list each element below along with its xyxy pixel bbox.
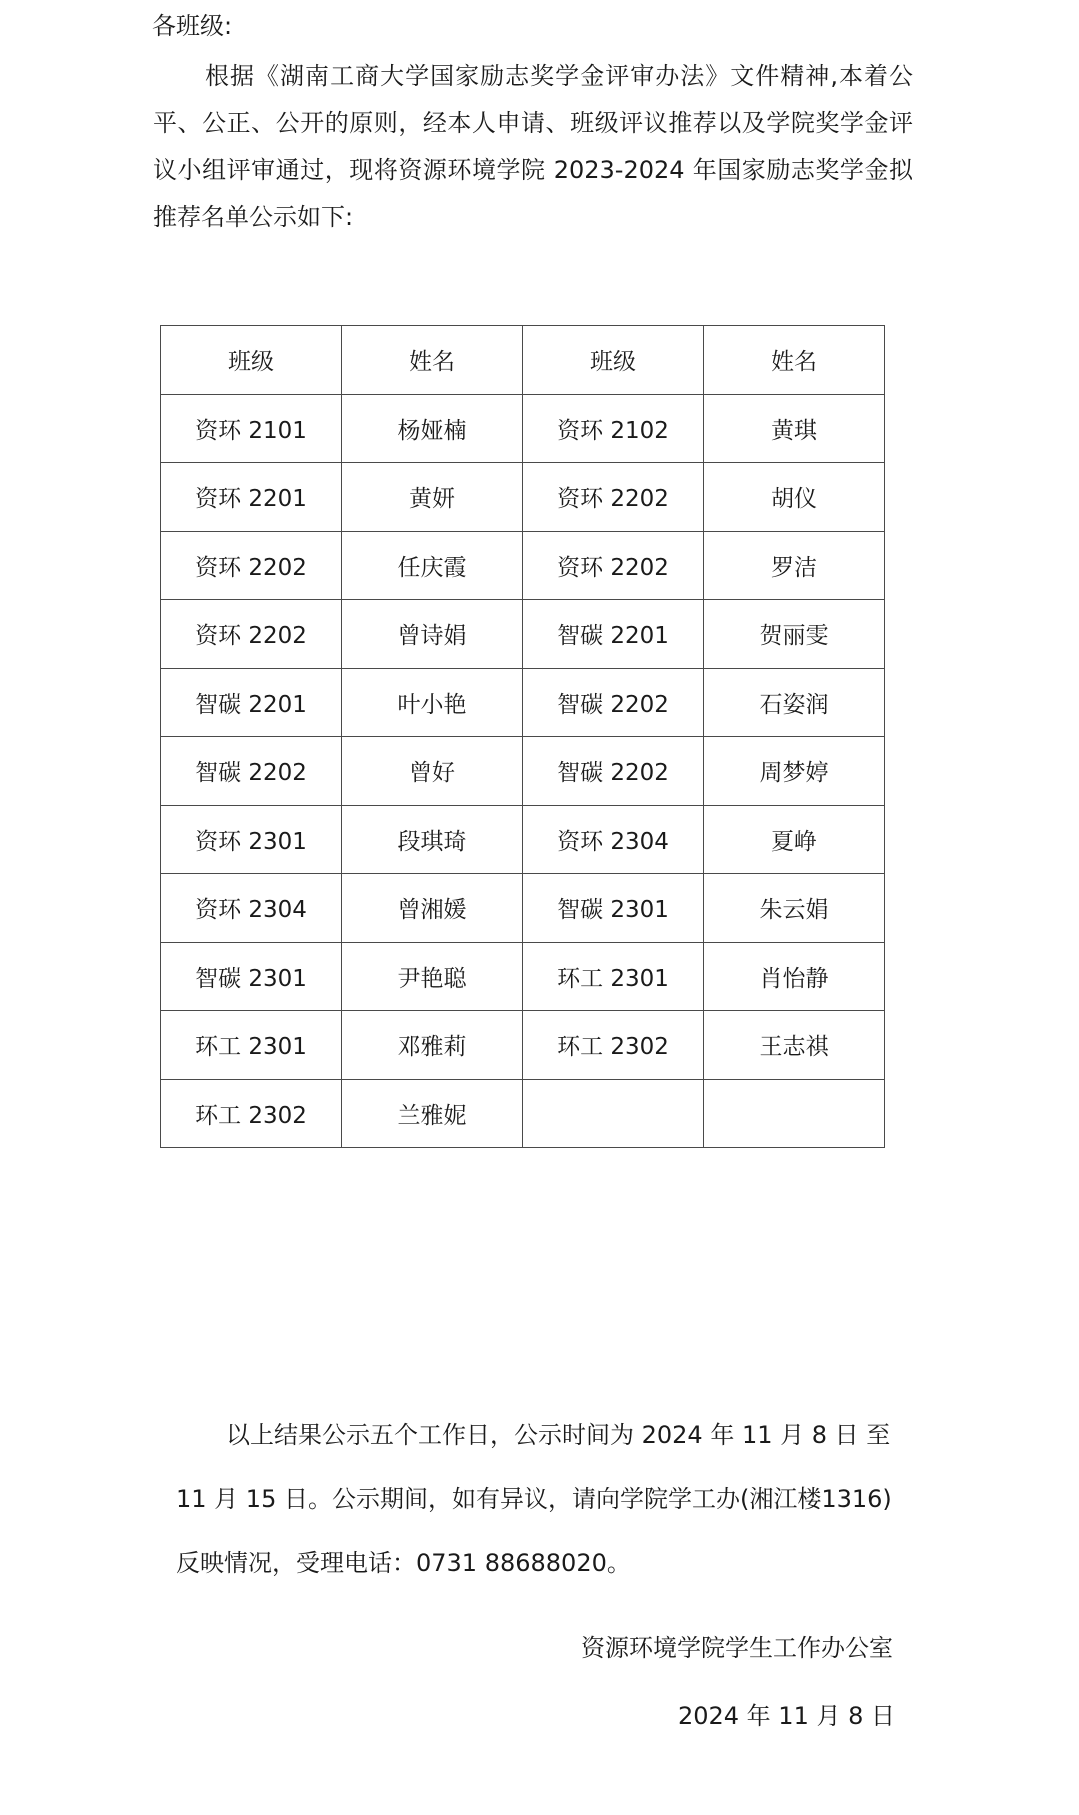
header-class-2: 班级 (523, 326, 704, 395)
name-cell: 夏峥 (704, 805, 885, 874)
class-cell: 资环 2304 (523, 805, 704, 874)
class-cell: 环工 2301 (523, 942, 704, 1011)
table-row (161, 531, 885, 600)
greeting-line: 各班级: (152, 12, 233, 40)
table-row (161, 1011, 885, 1080)
name-cell: 叶小艳 (342, 668, 523, 737)
class-cell: 环工 2302 (523, 1011, 704, 1080)
header-name-1: 姓名 (342, 326, 523, 395)
intro-paragraph: 根据《湖南工商大学国家励志奖学金评审办法》文件精神,本着公平、公正、公开的原则，经本人申请、班级评议推荐以及学院奖学金评议小组评审通过，现将资源环境学院 2023-2024 年国家励志奖学金拟推荐名单公示如下: (153, 62, 913, 231)
table-row (161, 942, 885, 1011)
name-cell: 贺丽雯 (704, 600, 885, 669)
empty-cell (523, 1079, 704, 1148)
name-cell: 段琪琦 (342, 805, 523, 874)
class-cell: 环工 2302 (161, 1079, 342, 1148)
empty-cell (704, 1079, 885, 1148)
name-cell: 任庆霞 (342, 531, 523, 600)
table-row (161, 600, 885, 669)
name-cell: 黄妍 (342, 463, 523, 532)
class-cell: 资环 2202 (161, 531, 342, 600)
name-cell: 曾诗娟 (342, 600, 523, 669)
table-row (161, 463, 885, 532)
notice-line-3: 反映情况，受理电话：0731 88688020。 (176, 1549, 631, 1577)
class-cell: 资环 2202 (161, 600, 342, 669)
table-row (161, 394, 885, 463)
name-cell: 曾湘媛 (342, 874, 523, 943)
class-cell: 智碳 2201 (523, 600, 704, 669)
name-cell: 肖怡静 (704, 942, 885, 1011)
name-cell: 罗洁 (704, 531, 885, 600)
name-cell: 兰雅妮 (342, 1079, 523, 1148)
class-cell: 智碳 2202 (523, 668, 704, 737)
class-cell: 智碳 2202 (161, 737, 342, 806)
class-cell: 资环 2202 (523, 463, 704, 532)
class-cell: 资环 2202 (523, 531, 704, 600)
name-cell: 胡仪 (704, 463, 885, 532)
notice-line-2: 11 月 15 日。公示期间，如有异议，请向学院学工办(湘江楼1316) (176, 1485, 892, 1513)
class-cell: 智碳 2202 (523, 737, 704, 806)
table-row (161, 737, 885, 806)
class-cell: 资环 2102 (523, 394, 704, 463)
name-cell: 周梦婷 (704, 737, 885, 806)
class-cell: 资环 2101 (161, 394, 342, 463)
table-header-row (161, 326, 885, 395)
table-row (161, 874, 885, 943)
class-cell: 资环 2304 (161, 874, 342, 943)
class-cell: 智碳 2301 (523, 874, 704, 943)
header-name-2: 姓名 (704, 326, 885, 395)
class-cell: 资环 2201 (161, 463, 342, 532)
name-cell: 黄琪 (704, 394, 885, 463)
name-cell: 杨娅楠 (342, 394, 523, 463)
name-cell: 曾好 (342, 737, 523, 806)
table-row (161, 805, 885, 874)
name-cell: 王志祺 (704, 1011, 885, 1080)
name-cell: 邓雅莉 (342, 1011, 523, 1080)
class-cell: 智碳 2201 (161, 668, 342, 737)
table-row (161, 1079, 885, 1148)
scholarship-recommendation-table (160, 325, 885, 1148)
class-cell: 智碳 2301 (161, 942, 342, 1011)
signature-date: 2024 年 11 月 8 日 (677, 1702, 895, 1730)
name-cell: 石姿润 (704, 668, 885, 737)
header-class-1: 班级 (161, 326, 342, 395)
name-cell: 尹艳聪 (342, 942, 523, 1011)
signature-office: 资源环境学院学生工作办公室 (581, 1634, 893, 1662)
class-cell: 资环 2301 (161, 805, 342, 874)
notice-line-1: 以上结果公示五个工作日，公示时间为 2024 年 11 月 8 日 至 (226, 1421, 891, 1449)
table-row (161, 668, 885, 737)
class-cell: 环工 2301 (161, 1011, 342, 1080)
name-cell: 朱云娟 (704, 874, 885, 943)
